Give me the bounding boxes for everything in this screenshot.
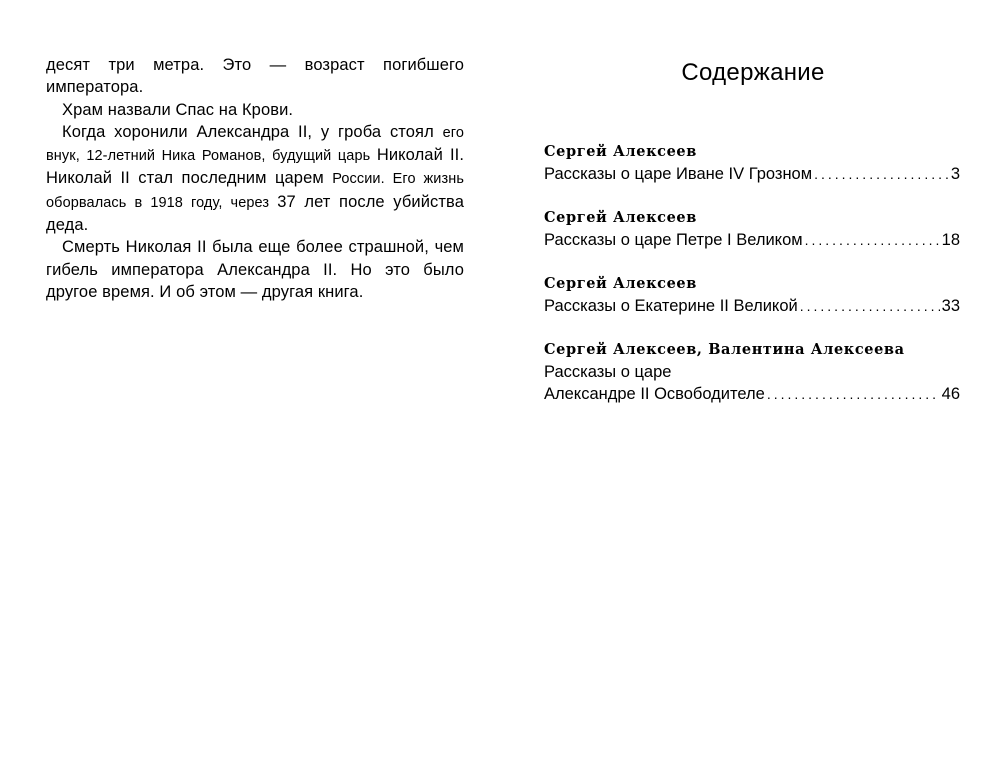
table-of-contents	[544, 56, 960, 403]
toc-entry-2[interactable]	[544, 207, 960, 251]
toc-entry-title-line-1: Рассказы о царе	[544, 363, 672, 381]
paragraph-3-segment-1: Когда хоронили Александра II, у гроба стоял	[62, 122, 443, 141]
paragraph-3-segment-2: его внук, 12-летний Ника Романов, будущий царь	[46, 124, 464, 165]
toc-dot-leader	[805, 229, 940, 251]
paragraph-1: десят три метра. Это — возраст погибшего императора.	[46, 56, 464, 97]
toc-entry-page: 18	[941, 231, 960, 249]
toc-entry-page: 3	[950, 165, 960, 183]
toc-entry-1[interactable]	[544, 141, 960, 185]
toc-entry-title: Рассказы о Екатерине II Великой	[544, 297, 798, 315]
paragraph-3	[46, 121, 464, 236]
toc-dot-leader	[767, 383, 940, 405]
toc-entry-author: Сергей Алексеев	[544, 209, 697, 226]
left-page-text	[46, 54, 464, 303]
toc-entry-author: Сергей Алексеев	[544, 143, 697, 160]
toc-entry-3[interactable]	[544, 273, 960, 317]
toc-entry-title: Рассказы о царе Иване IV Грозном	[544, 165, 813, 183]
toc-dot-leader	[814, 163, 949, 185]
toc-entry-title-line-2: Александре II Освободителе	[544, 385, 765, 403]
paragraph-4: Смерть Николая II была еще более страшной, чем гибель императора Александра II. Но это было другое время. И об этом — другая книга.	[46, 238, 464, 301]
toc-entry-4[interactable]	[544, 339, 960, 405]
paragraph-3-segment-4: России. Его жизнь оборвалась в 1918 году, через	[46, 171, 464, 211]
toc-title: Содержание	[681, 59, 825, 86]
toc-entry-page: 33	[941, 297, 960, 315]
paragraph-3-segment-3: Николай II. Николай II стал последним царем	[46, 146, 465, 188]
toc-entry-author: Сергей Алексеев, Валентина Алексеева	[544, 341, 905, 358]
toc-dot-leader	[800, 295, 940, 317]
paragraph-2: Храм назвали Спас на Крови.	[62, 100, 294, 119]
toc-entry-author: Сергей Алексеев	[544, 275, 697, 292]
toc-entry-page: 46	[941, 385, 960, 403]
toc-entry-title: Рассказы о царе Петре I Великом	[544, 231, 803, 249]
paragraph-3-segment-5: 37 лет после убийства деда.	[46, 192, 464, 235]
